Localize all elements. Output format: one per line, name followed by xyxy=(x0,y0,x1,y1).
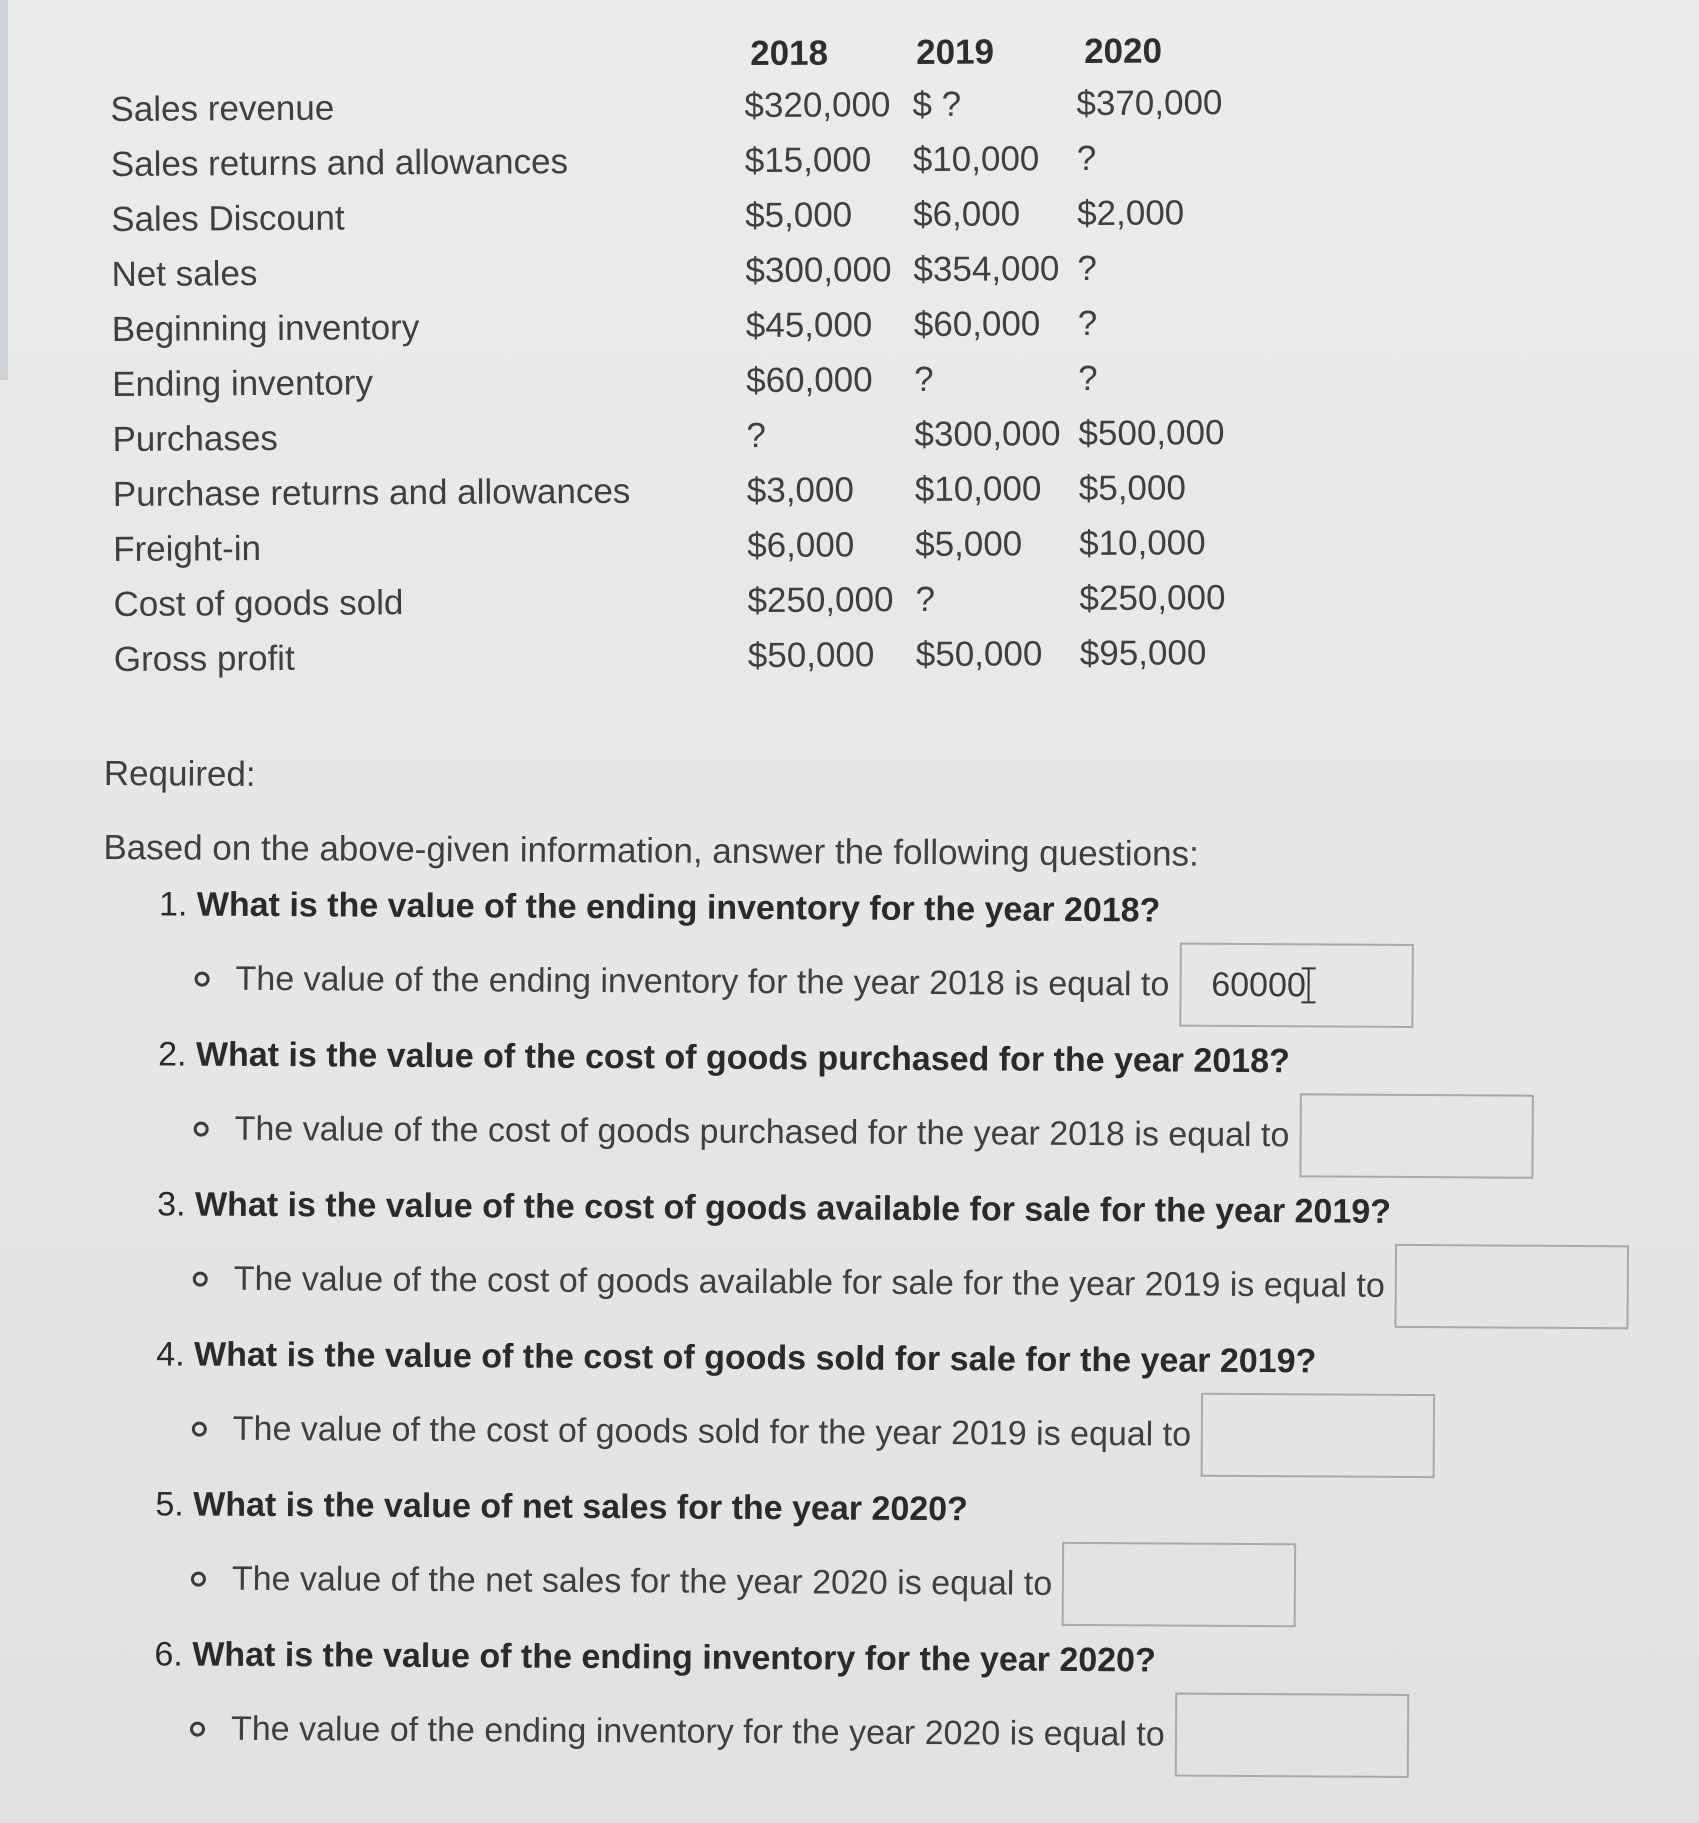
bullet-icon xyxy=(194,1121,209,1136)
cell-2020: ? xyxy=(1077,303,1098,344)
cell-2020: $2,000 xyxy=(1077,193,1185,234)
question-item-5 xyxy=(99,1480,1680,1640)
answer-prompt: The value of the cost of goods sold for the year 2019 is equal to xyxy=(232,1409,1192,1454)
cell-2020: ? xyxy=(1078,358,1098,399)
question-item-2 xyxy=(101,1030,1682,1190)
question-item-4 xyxy=(100,1330,1681,1490)
cell-2018: $320,000 xyxy=(744,85,891,126)
table-row xyxy=(107,569,1347,632)
answer-prompt: The value of the net sales for the year 2020 is equal to xyxy=(231,1559,1053,1603)
table-row xyxy=(106,404,1346,467)
required-intro: Based on the above-given information, answer the following questions: xyxy=(103,827,1199,874)
table-row xyxy=(108,624,1348,687)
question-number: 1. xyxy=(158,885,188,924)
question-label: What is the value of the cost of goods purchased for the year 2018? xyxy=(195,1035,1290,1081)
cell-2018: $50,000 xyxy=(747,635,875,676)
table-row xyxy=(106,349,1346,412)
question-label: What is the value of the ending inventory for the year 2020? xyxy=(192,1635,1156,1680)
cell-2018: $5,000 xyxy=(745,195,853,236)
row-label: Purchases xyxy=(112,418,278,459)
answer-input-6[interactable] xyxy=(1174,1693,1409,1778)
question-label: What is the value of the cost of goods sold for sale for the year 2019? xyxy=(193,1335,1317,1381)
answer-prompt: The value of the ending inventory for the year 2020 is equal to xyxy=(230,1709,1165,1754)
cell-2019: $6,000 xyxy=(913,194,1021,235)
year-header-2020: 2020 xyxy=(1084,31,1163,72)
question-text xyxy=(158,1030,1290,1085)
answer-line xyxy=(192,1387,1436,1479)
cell-2020: $370,000 xyxy=(1076,83,1223,124)
question-text xyxy=(157,1180,1391,1236)
table-row xyxy=(107,459,1347,522)
question-item-3 xyxy=(100,1180,1681,1340)
cell-2018: $6,000 xyxy=(747,525,855,566)
question-item-6 xyxy=(98,1630,1679,1790)
row-label: Net sales xyxy=(111,254,258,294)
answer-prompt: The value of the cost of goods purchased for the year 2018 is equal to xyxy=(234,1109,1290,1155)
row-label: Ending inventory xyxy=(112,363,374,404)
bullet-icon xyxy=(192,1421,207,1436)
table-row xyxy=(105,239,1345,302)
row-label: Sales revenue xyxy=(110,88,335,129)
cell-2019: $60,000 xyxy=(913,304,1041,345)
row-label: Freight-in xyxy=(113,529,262,569)
bullet-icon xyxy=(195,971,210,986)
required-heading: Required: xyxy=(103,753,256,794)
cell-2020: ? xyxy=(1076,138,1097,179)
answer-input-1[interactable] xyxy=(1179,943,1414,1028)
row-label: Sales returns and allowances xyxy=(110,142,569,184)
cell-2019: $5,000 xyxy=(915,524,1023,565)
question-number: 2. xyxy=(158,1035,187,1074)
year-header-2018: 2018 xyxy=(750,33,829,74)
cell-2018: $15,000 xyxy=(744,140,872,181)
window-edge xyxy=(0,0,8,380)
question-item-1 xyxy=(102,880,1683,1040)
table-header-row xyxy=(104,22,1344,82)
table-row xyxy=(104,74,1344,137)
answer-input-5[interactable] xyxy=(1062,1542,1297,1627)
table-row xyxy=(105,129,1345,192)
cell-2019: $ ? xyxy=(912,84,962,125)
table-row xyxy=(105,184,1345,247)
cell-2019: $10,000 xyxy=(912,139,1040,180)
question-number: 4. xyxy=(156,1335,185,1374)
row-label: Beginning inventory xyxy=(111,308,420,349)
row-label: Gross profit xyxy=(113,638,295,679)
required-section xyxy=(98,748,1684,1790)
bullet-icon xyxy=(190,1721,205,1736)
question-number: 3. xyxy=(157,1185,186,1224)
question-text xyxy=(159,880,1161,934)
cell-2018: $3,000 xyxy=(746,470,855,511)
cell-2019: $10,000 xyxy=(914,469,1042,510)
cell-2020: $500,000 xyxy=(1078,413,1225,454)
cell-2018: $60,000 xyxy=(746,360,873,401)
question-number: 5. xyxy=(155,1485,184,1524)
cell-2019: ? xyxy=(915,579,936,620)
table-row xyxy=(107,514,1347,577)
question-text xyxy=(156,1330,1316,1385)
question-label: What is the value of the ending inventory for the year 2018? xyxy=(196,885,1161,930)
financial-data-table xyxy=(104,22,1348,687)
question-label: What is the value of the cost of goods available for sale for the year 2019? xyxy=(194,1185,1392,1231)
question-text xyxy=(155,1480,968,1533)
cell-2019: $354,000 xyxy=(913,249,1060,290)
answer-prompt: The value of the ending inventory for the year 2018 is equal to xyxy=(235,959,1170,1004)
cell-2019: ? xyxy=(914,359,934,400)
answer-line xyxy=(193,1087,1533,1179)
cell-2020: $10,000 xyxy=(1079,523,1206,564)
question-label: What is the value of net sales for the year 2020? xyxy=(193,1485,969,1529)
cell-2018: $250,000 xyxy=(747,580,894,621)
answer-line xyxy=(190,1687,1409,1778)
table-row xyxy=(106,294,1346,357)
answer-line xyxy=(194,937,1315,1028)
answer-input-3[interactable] xyxy=(1395,1244,1630,1329)
row-label: Cost of goods sold xyxy=(113,583,404,624)
question-text xyxy=(154,1630,1156,1684)
answer-input-2[interactable] xyxy=(1299,1093,1534,1178)
bullet-icon xyxy=(193,1271,208,1286)
year-header-2019: 2019 xyxy=(916,32,995,73)
cell-2018: $45,000 xyxy=(745,305,873,346)
cell-2020: $5,000 xyxy=(1078,468,1186,509)
bullet-icon xyxy=(191,1571,206,1586)
cell-2020: $250,000 xyxy=(1079,578,1226,619)
question-list xyxy=(98,880,1683,1790)
answer-line xyxy=(193,1237,1630,1330)
cell-2019: $50,000 xyxy=(915,634,1043,675)
question-number: 6. xyxy=(154,1635,183,1674)
answer-input-4[interactable] xyxy=(1201,1393,1436,1478)
cell-2020: ? xyxy=(1077,248,1098,289)
row-label: Sales Discount xyxy=(111,198,345,239)
cell-2018: ? xyxy=(746,415,767,456)
cell-2018: $300,000 xyxy=(745,250,892,291)
row-label: Purchase returns and allowances xyxy=(112,471,631,514)
answer-line xyxy=(191,1537,1297,1628)
cell-2019: $300,000 xyxy=(914,414,1061,455)
cell-2020: $95,000 xyxy=(1079,633,1207,674)
answer-prompt: The value of the cost of goods available for sale for the year 2019 is equal to xyxy=(233,1259,1385,1305)
